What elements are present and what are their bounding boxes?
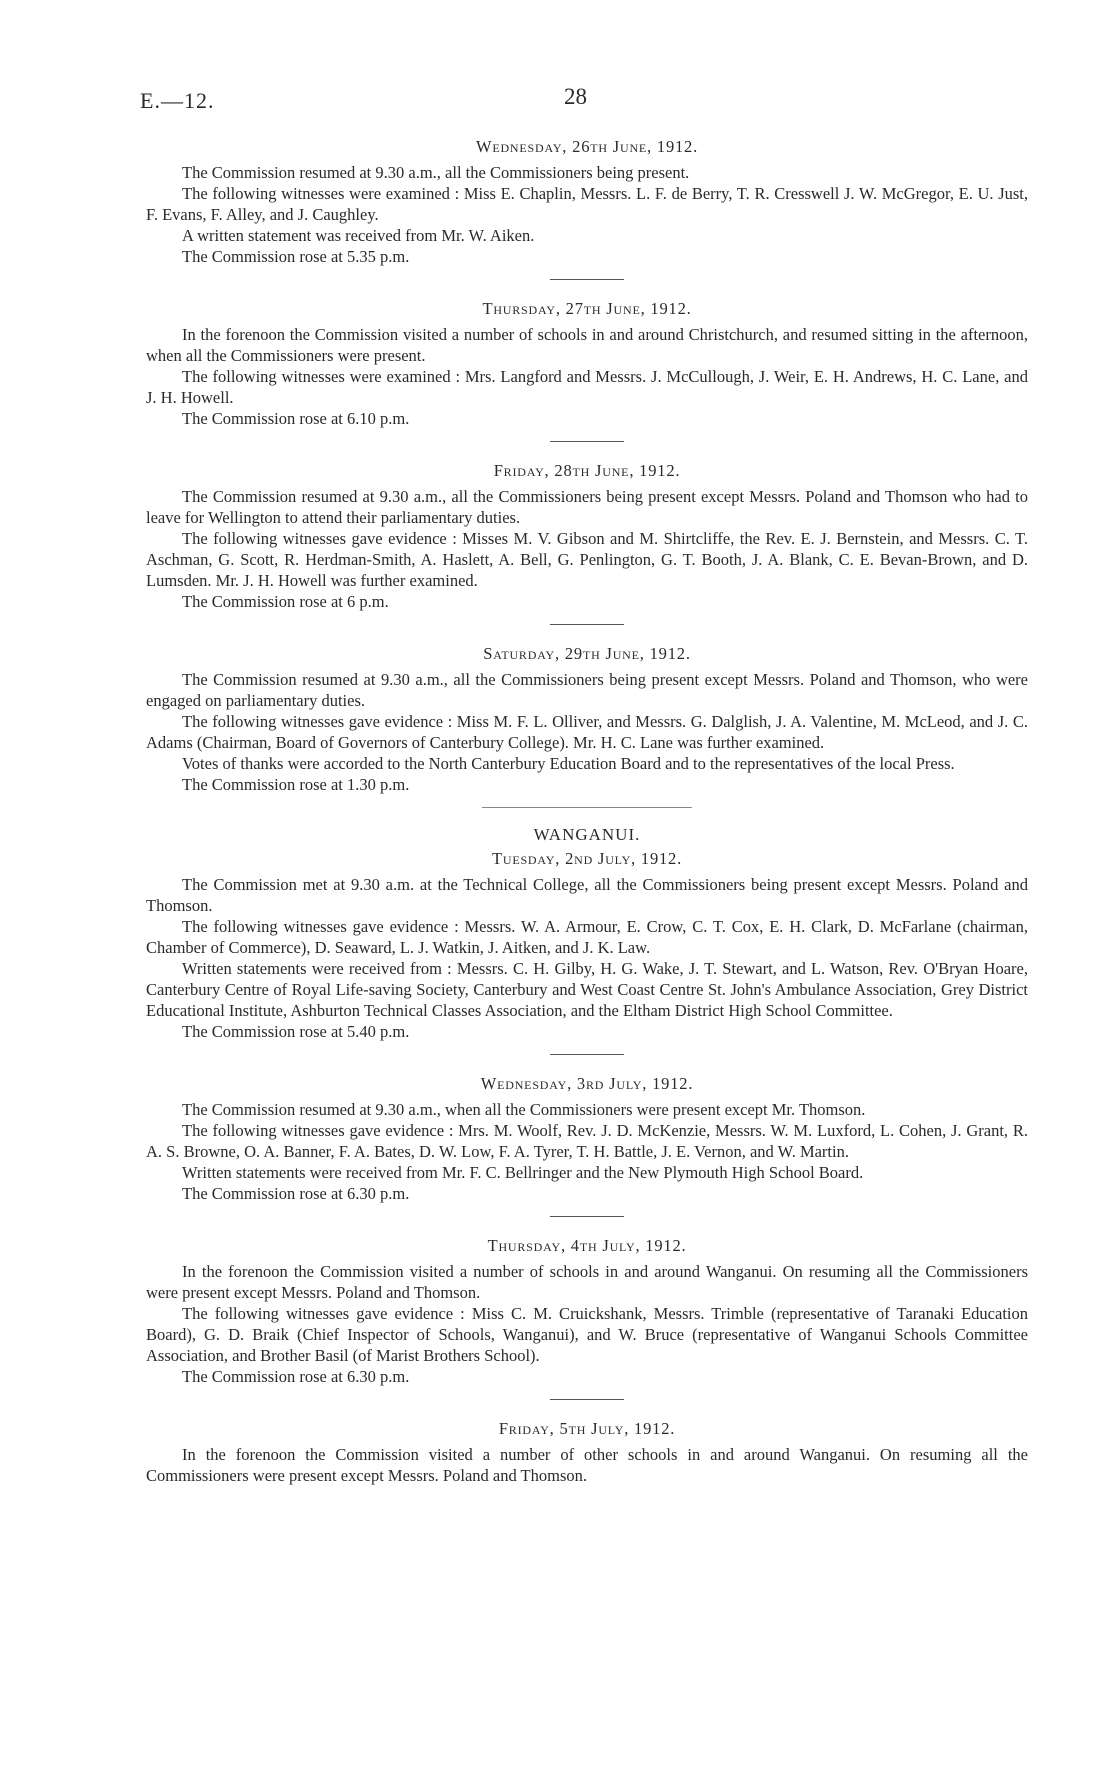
paragraph: The following witnesses gave evidence : Messrs. W. A. Armour, E. Crow, C. T. Cox, E. H. Clark, D. McFarlane (chairman, Chamber of Commerce), D. Seaward, L. J. Watkin, J. Aitken, and J. K. Law. bbox=[146, 917, 1028, 957]
section-divider bbox=[550, 1054, 624, 1055]
place-heading: WANGANUI. bbox=[533, 825, 641, 844]
day-section bbox=[146, 824, 1028, 1042]
paragraph: The Commission resumed at 9.30 a.m., all the Commissioners being present except Messrs. Poland and Thomson, who were engaged on parliamentary duties. bbox=[146, 670, 1028, 710]
paragraph: A written statement was received from Mr. W. Aiken. bbox=[182, 226, 535, 245]
paragraph: The Commission resumed at 9.30 a.m., all the Commissioners being present except Messrs. Poland and Thomson who had to leave for Wellington to attend their parliamentary duties. bbox=[146, 487, 1028, 527]
paragraph: The Commission rose at 6.10 p.m. bbox=[182, 409, 410, 428]
document-reference: E.—12. bbox=[140, 88, 215, 113]
paragraph: The Commission resumed at 9.30 a.m., all the Commissioners being present. bbox=[182, 163, 690, 182]
page-header bbox=[140, 84, 1040, 128]
section-divider bbox=[550, 441, 624, 442]
day-section bbox=[146, 1235, 1028, 1387]
paragraph: The Commission met at 9.30 a.m. at the Technical College, all the Commissioners being present except Messrs. Poland and Thomson. bbox=[146, 875, 1028, 915]
day-heading: Tuesday, 2nd July, 1912. bbox=[491, 849, 683, 868]
paragraph: The following witnesses gave evidence : Misses M. V. Gibson and M. Shirtcliffe, the Rev. E. J. Bernstein, and Messrs. C. T. Aschman, G. Scott, R. Herdman-Smith, A. Haslett, A. Bell, G. Penlington, G. T. Booth, J. A. Blank, C. E. Bevan-Brown, and D. Lumsden. Mr. J. H. Howell was further examined. bbox=[146, 529, 1028, 590]
day-section bbox=[146, 1418, 1028, 1486]
section-divider bbox=[550, 1216, 624, 1217]
paragraph: In the forenoon the Commission visited a number of schools in and around Christchurch, and resumed sitting in the afternoon, when all the Commissioners were present. bbox=[146, 325, 1028, 365]
day-heading: Thursday, 27th June, 1912. bbox=[482, 299, 692, 318]
minutes-content bbox=[146, 136, 1028, 1486]
page-number: 28 bbox=[564, 84, 587, 109]
paragraph: The following witnesses were examined : Mrs. Langford and Messrs. J. McCullough, J. Weir, E. H. Andrews, H. C. Lane, and J. H. Howell. bbox=[146, 367, 1028, 407]
paragraph: The Commission rose at 5.40 p.m. bbox=[182, 1022, 410, 1041]
paragraph: The following witnesses gave evidence : Miss C. M. Cruickshank, Messrs. Trimble (representative of Taranaki Education Board), G. D. Braik (Chief Inspector of Schools, Wanganui), and W. Bruce (representative of Wanganui Schools Committee Association, and Brother Basil (of Marist Brothers School). bbox=[146, 1304, 1028, 1365]
day-section bbox=[146, 298, 1028, 429]
paragraph: Written statements were received from : Messrs. C. H. Gilby, H. G. Wake, J. T. Stewart, and L. Watson, Rev. O'Bryan Hoare, Canterbury Centre of Royal Life-saving Society, Canterbury and West Coast Centre St. John's Ambulance Association, Grey District Educational Institute, Ashburton Technical Classes Association, and the Eltham District High School Committee. bbox=[146, 959, 1028, 1020]
day-heading: Thursday, 4th July, 1912. bbox=[487, 1236, 687, 1255]
day-section bbox=[146, 643, 1028, 795]
paragraph: The Commission rose at 6 p.m. bbox=[182, 592, 389, 611]
day-section bbox=[146, 1073, 1028, 1204]
paragraph: The Commission rose at 6.30 p.m. bbox=[182, 1367, 410, 1386]
day-heading: Friday, 28th June, 1912. bbox=[493, 461, 681, 480]
place-divider bbox=[482, 807, 692, 808]
day-heading: Wednesday, 3rd July, 1912. bbox=[480, 1074, 694, 1093]
day-heading: Wednesday, 26th June, 1912. bbox=[475, 137, 699, 156]
paragraph: The following witnesses gave evidence : Mrs. M. Woolf, Rev. J. D. McKenzie, Messrs. W. M. Luxford, L. Cohen, J. Grant, R. A. S. Browne, O. A. Banner, F. A. Bates, D. W. Low, F. A. Tyrer, T. H. Battle, J. E. Vernon, and W. Martin. bbox=[146, 1121, 1028, 1161]
paragraph: Written statements were received from Mr. F. C. Bellringer and the New Plymouth High School Board. bbox=[182, 1163, 864, 1182]
paragraph: The Commission rose at 6.30 p.m. bbox=[182, 1184, 410, 1203]
day-heading: Saturday, 29th June, 1912. bbox=[483, 644, 691, 663]
paragraph: In the forenoon the Commission visited a number of schools in and around Wanganui. On resuming all the Commissioners were present except Messrs. Poland and Thomson. bbox=[146, 1262, 1028, 1302]
section-divider bbox=[550, 279, 624, 280]
paragraph: Votes of thanks were accorded to the North Canterbury Education Board and to the representatives of the local Press. bbox=[182, 754, 955, 773]
paragraph: In the forenoon the Commission visited a number of other schools in and around Wanganui. On resuming all the Commissioners were present except Messrs. Poland and Thomson. bbox=[146, 1445, 1028, 1485]
paragraph: The Commission rose at 5.35 p.m. bbox=[182, 247, 410, 266]
paragraph: The Commission rose at 1.30 p.m. bbox=[182, 775, 410, 794]
paragraph: The following witnesses gave evidence : Miss M. F. L. Olliver, and Messrs. G. Dalglish, J. A. Valentine, M. McLeod, and J. C. Adams (Chairman, Board of Governors of Canterbury College). Mr. H. C. Lane was further examined. bbox=[146, 712, 1028, 752]
day-heading: Friday, 5th July, 1912. bbox=[498, 1419, 676, 1438]
section-divider bbox=[550, 624, 624, 625]
paragraph: The Commission resumed at 9.30 a.m., when all the Commissioners were present except Mr. Thomson. bbox=[182, 1100, 866, 1119]
day-section bbox=[146, 460, 1028, 612]
section-divider bbox=[550, 1399, 624, 1400]
day-section bbox=[146, 136, 1028, 267]
paragraph: The following witnesses were examined : Miss E. Chaplin, Messrs. L. F. de Berry, T. R. Cresswell J. W. McGregor, E. U. Just, F. Evans, F. Alley, and J. Caughley. bbox=[146, 184, 1028, 224]
